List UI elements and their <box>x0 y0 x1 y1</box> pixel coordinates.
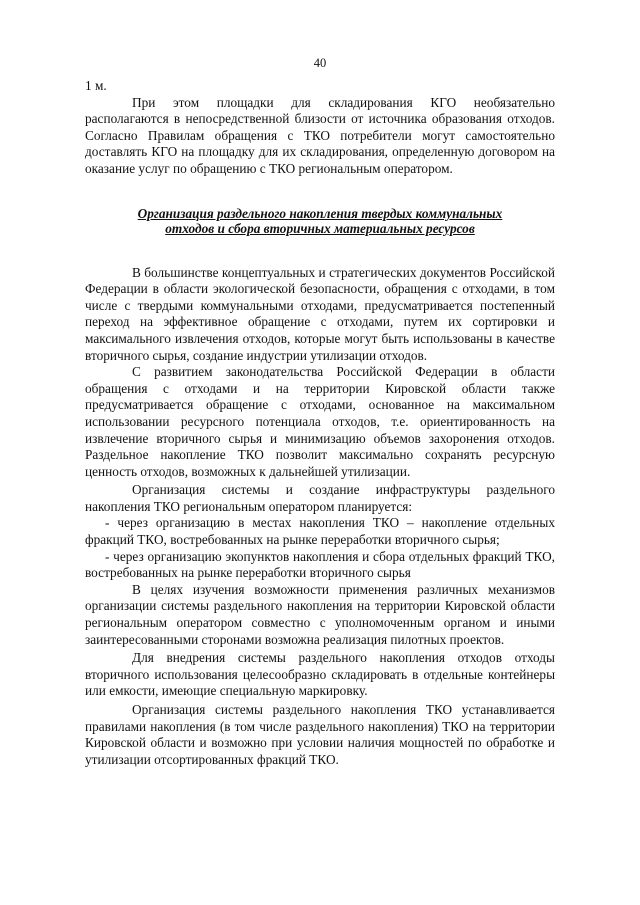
paragraph-kgo-sites: При этом площадки для складирования КГО необязательно располагаются в непосредственной близости от источника образования отходов. Согласно Правилам обращения с ТКО потребители могут самостоятельно доставлять КГО на площадку для их складирования, определенную договором на оказание услуг по обращению с ТКО региональным оператором. <box>85 94 555 176</box>
section-heading-line-2: отходов и сбора вторичных материальных ресурсов <box>165 221 475 237</box>
page-number: 40 <box>313 56 327 70</box>
paragraph-rules: Организация системы раздельного накопления ТКО устанавливается правилами накопления (в том числе раздельного накопления) ТКО на территории Кировской области и возможно при условии наличия мощностей по обработке и утилизации отсортированных фракций ТКО. <box>85 702 555 767</box>
section-heading <box>85 206 555 237</box>
paragraph-strategic-documents: В большинстве концептуальных и стратегических документов Российской Федерации в области экологической безопасности, обращения с отходами, в том числе с твердыми коммунальными отходами, предусматривается постепенный переход на эффективное обращение с отходами, путем их сортировки и максимального извлечения отходов, которые могут быть использованы в качестве вторичного сырья, создание индустрии утилизации отходов. <box>85 264 555 363</box>
paragraph-legislation: С развитием законодательства Российской Федерации в области обращения с отходами и на территории Кировской области также предусматривается обращение с отходами, основанное на максимальном использовании ресурсного потенциала отходов, т.е. ориентированность на извлечение вторичного сырья и минимизацию объемов захоронения отходов. Раздельное накопление ТКО позволит максимально сохранять ресурсную ценность отходов, возможных к дальнейшей утилизации. <box>85 364 555 479</box>
section-heading-line-1: Организация раздельного накопления твердых коммунальных <box>137 205 503 221</box>
list-item-collection-sites: - через организацию в местах накопления ТКО – накопление отдельных фракций ТКО, востребованных на рынке переработки вторичного сырья; <box>85 515 555 548</box>
paragraph-containers: Для внедрения системы раздельного накопления отходов отходы вторичного использования целесообразно складировать в отдельные контейнеры или емкости, имеющие специальную маркировку. <box>85 650 555 699</box>
paragraph-pilot-projects: В целях изучения возможности применения различных механизмов организации системы раздельного накопления на территории Кировской области региональным оператором совместно с уполномоченным органом и иными заинтересованными сторонами возможна реализация пилотных проектов. <box>85 581 555 647</box>
list-item-ecopoints: - через организацию экопунктов накопления и сбора отдельных фракций ТКО, востребованных на рынке переработки вторичного сырья <box>85 548 555 581</box>
paragraph-continuation: 1 м. <box>85 78 107 93</box>
document-body <box>85 78 555 768</box>
paragraph-infrastructure: Организация системы и создание инфраструктуры раздельного накопления ТКО региональным оператором планируется: <box>85 482 555 514</box>
